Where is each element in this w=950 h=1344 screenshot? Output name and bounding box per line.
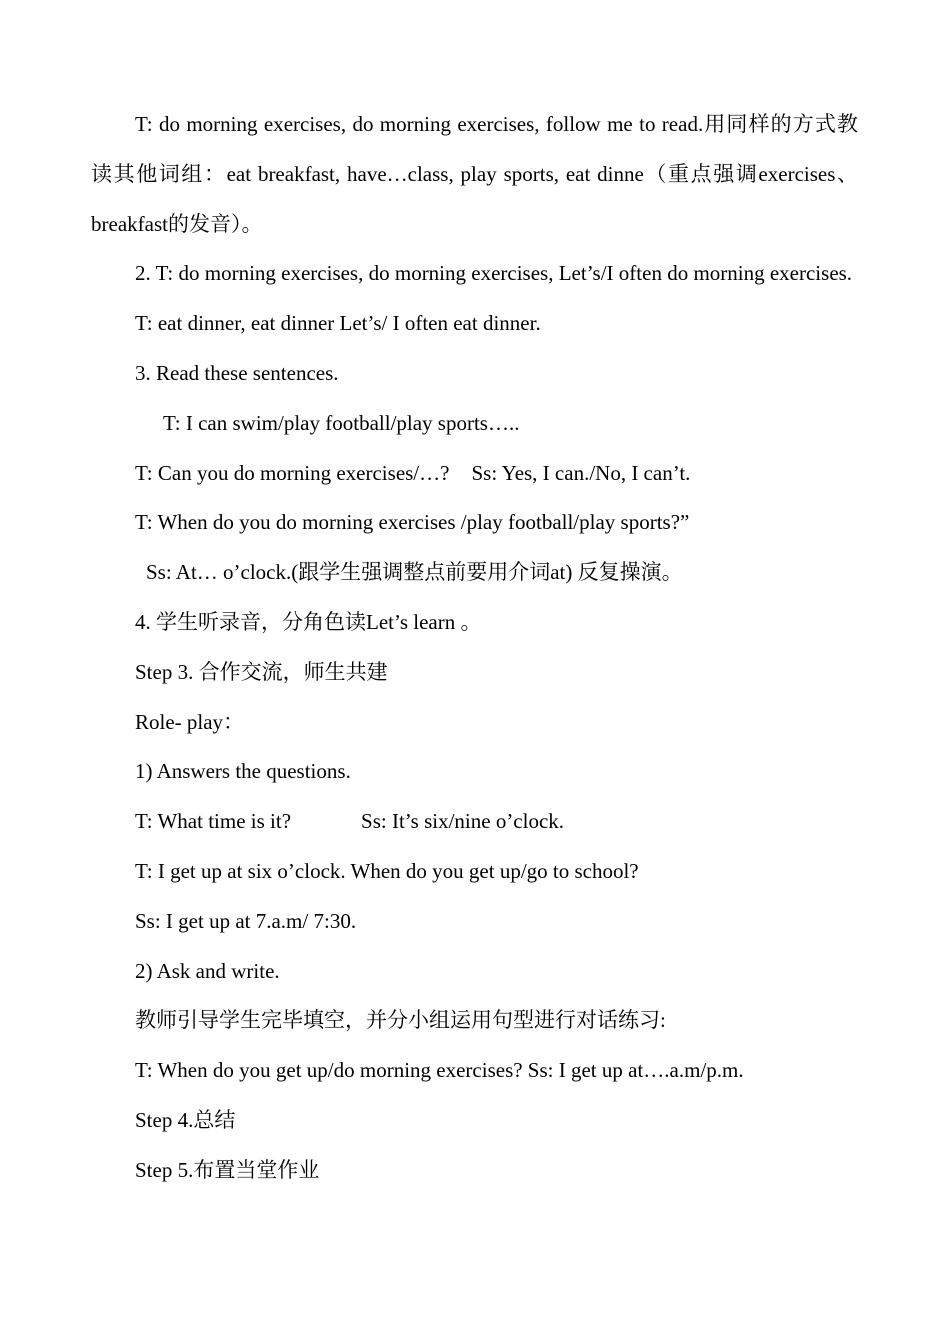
paragraph-when-do-you: T: When do you do morning exercises /play football/play sports?” [135, 510, 690, 535]
paragraph-get-up-answer: Ss: I get up at 7.a.m/ 7:30. [135, 908, 357, 933]
paragraph-can-you [91, 449, 858, 499]
paragraph-drill-words: T: do morning exercises, do morning exercises, follow me to read.用同样的方式教读其他词组：eat breakfast, have…class, play sports, eat dinne（重点强调exercises、breakfast的发音）。 [91, 112, 858, 236]
paragraph-i-can: T: I can swim/play football/play sports….. [163, 410, 520, 435]
student-line: Ss: Yes, I can./No, I can’t. [471, 460, 691, 485]
paragraph-ask-and-write: 2) Ask and write. [135, 958, 280, 983]
paragraph-what-time [91, 797, 858, 847]
student-line: Ss: It’s six/nine o’clock. [361, 809, 565, 834]
document-body [91, 100, 858, 1196]
teacher-line: T: What time is it? [135, 809, 292, 834]
paragraph-dialogue-practice: T: When do you get up/do morning exercises? Ss: I get up at….a.m/p.m. [135, 1058, 744, 1083]
paragraph-get-up: T: I get up at six o’clock. When do you get up/go to school? [135, 858, 639, 883]
paragraph-read-sentences: 3. Read these sentences. [135, 360, 339, 385]
heading-step-4: Step 4.总结 [135, 1107, 236, 1132]
heading-step-5: Step 5.布置当堂作业 [135, 1157, 320, 1182]
paragraph-listen-recording: 4. 学生听录音，分角色读Let’s learn 。 [135, 609, 482, 634]
paragraph-answers-questions: 1) Answers the questions. [135, 759, 351, 784]
paragraph-at-oclock: Ss: At… o’clock.(跟学生强调整点前要用介词at) 反复操演。 [146, 560, 683, 585]
paragraph-role-play: Role- play： [135, 709, 245, 734]
heading-step-3: Step 3. 合作交流，师生共建 [135, 659, 388, 684]
teacher-line: T: Can you do morning exercises/…? [135, 460, 450, 485]
paragraph-eat-dinner: T: eat dinner, eat dinner Let’s/ I often eat dinner. [135, 311, 541, 336]
paragraph-morning-exercises: 2. T: do morning exercises, do morning exercises, Let’s/I often do morning exercises. [135, 261, 853, 286]
paragraph-fill-blanks: 教师引导学生完毕填空，并分小组运用句型进行对话练习: [135, 1008, 666, 1033]
